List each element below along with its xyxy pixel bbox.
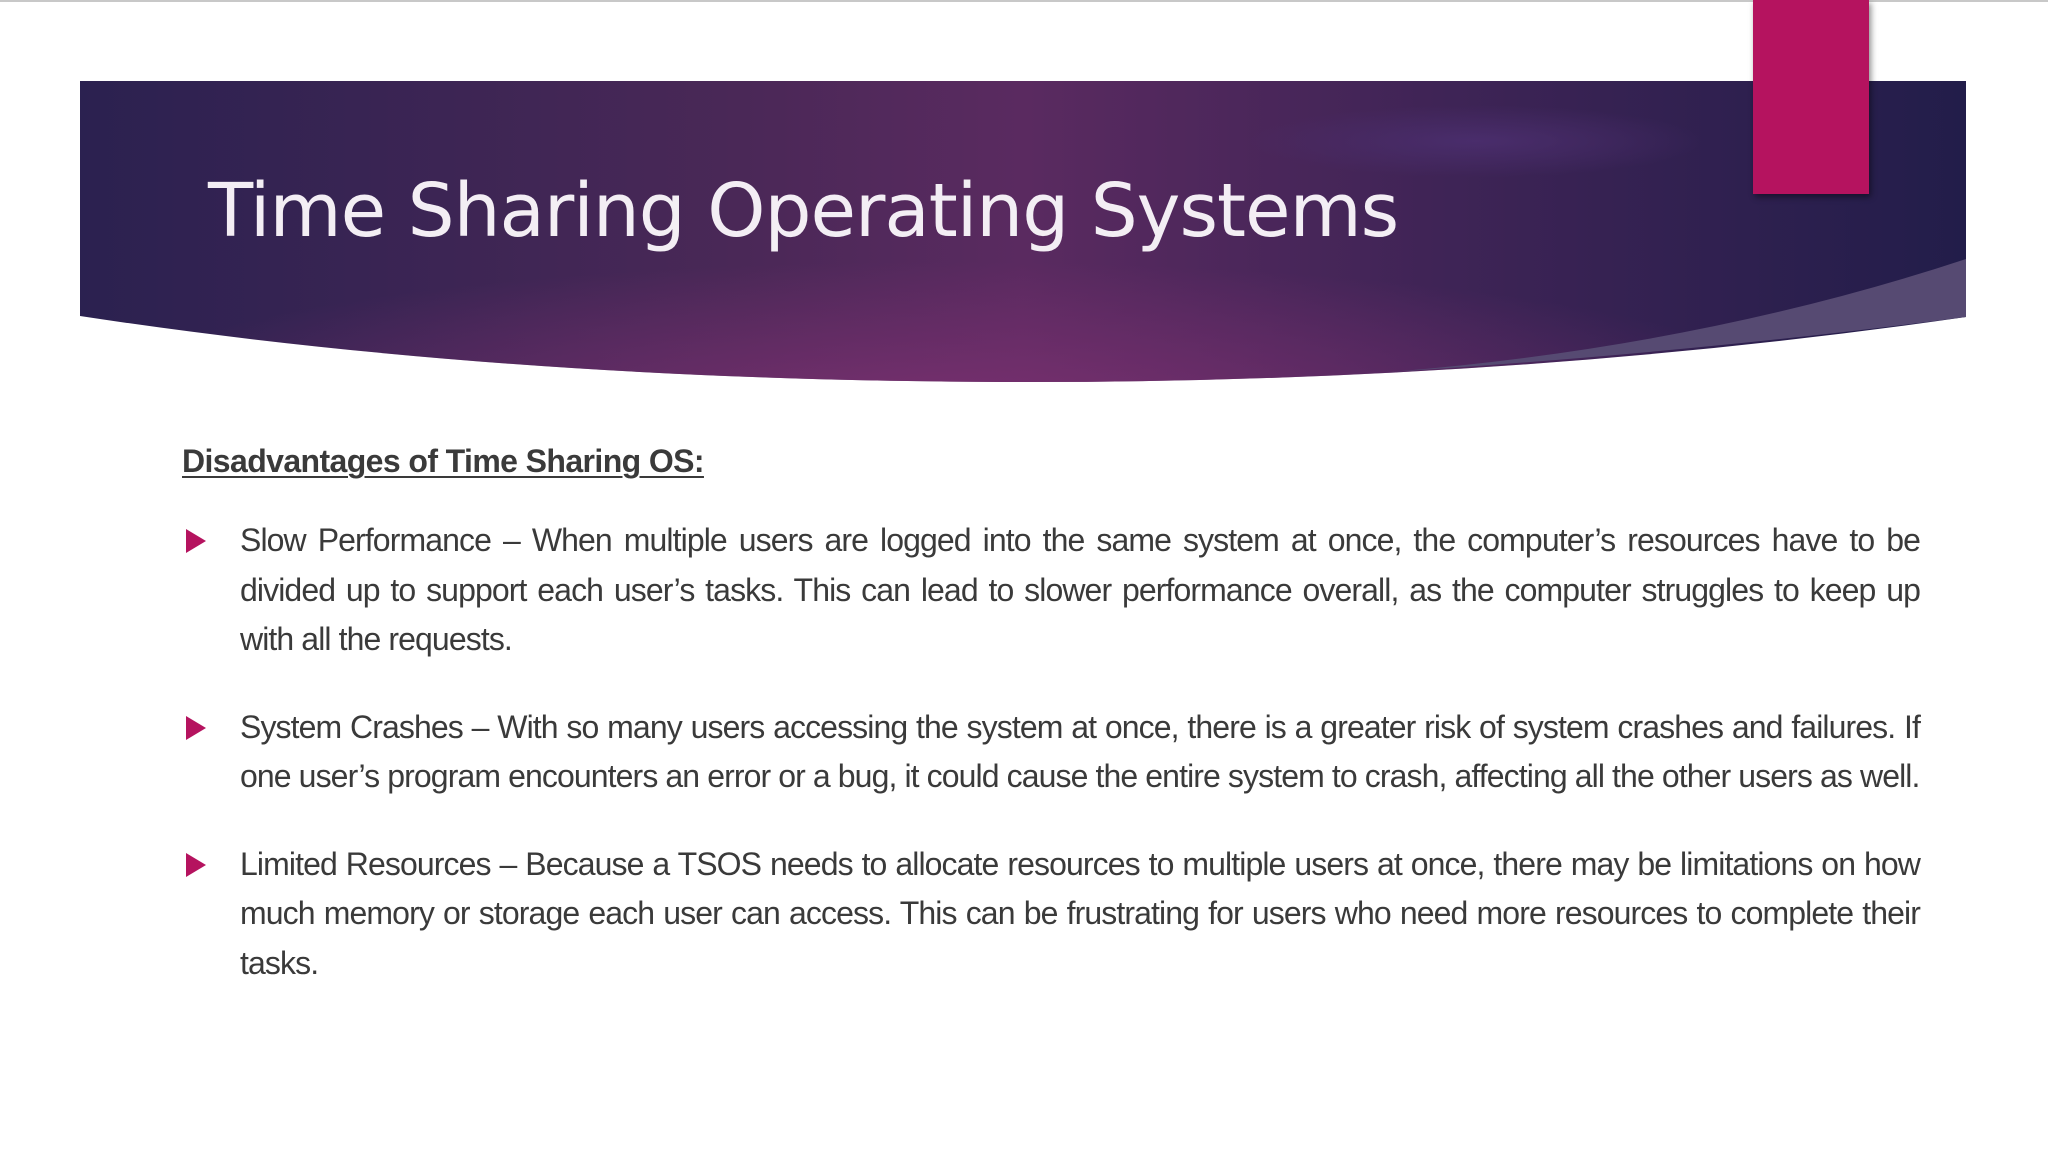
bullet-item-limited-resources: [182, 840, 1920, 989]
slide-title: Time Sharing Operating Systems: [208, 168, 1399, 254]
bullet-item-system-crashes: [182, 703, 1920, 802]
bullet-text: Limited Resources – Because a TSOS needs to allocate resources to multiple users at once, there may be limitations on how much memory or storage each user can access. This can be frustrating for users who need more resources to complete their tasks.: [240, 845, 1920, 981]
triangle-bullet-icon: [186, 529, 206, 553]
triangle-bullet-icon: [186, 716, 206, 740]
bullet-item-slow-performance: [182, 516, 1920, 665]
bullet-text: Slow Performance – When multiple users are logged into the same system at once, the computer’s resources have to be divided up to support each user’s tasks. This can lead to slower performance overall, as the computer struggles to keep up with all the requests.: [240, 522, 1920, 657]
section-heading: Disadvantages of Time Sharing OS:: [182, 443, 704, 479]
slide-body: [182, 438, 1920, 1026]
bullet-list: [182, 516, 1920, 988]
accent-tab: [1753, 0, 1869, 194]
bullet-text: System Crashes – With so many users accessing the system at once, there is a greater risk of system crashes and failures. If one user’s program encounters an error or a bug, it could cause the entire system to crash, affecting all the other users as well.: [240, 708, 1920, 794]
triangle-bullet-icon: [186, 853, 206, 877]
